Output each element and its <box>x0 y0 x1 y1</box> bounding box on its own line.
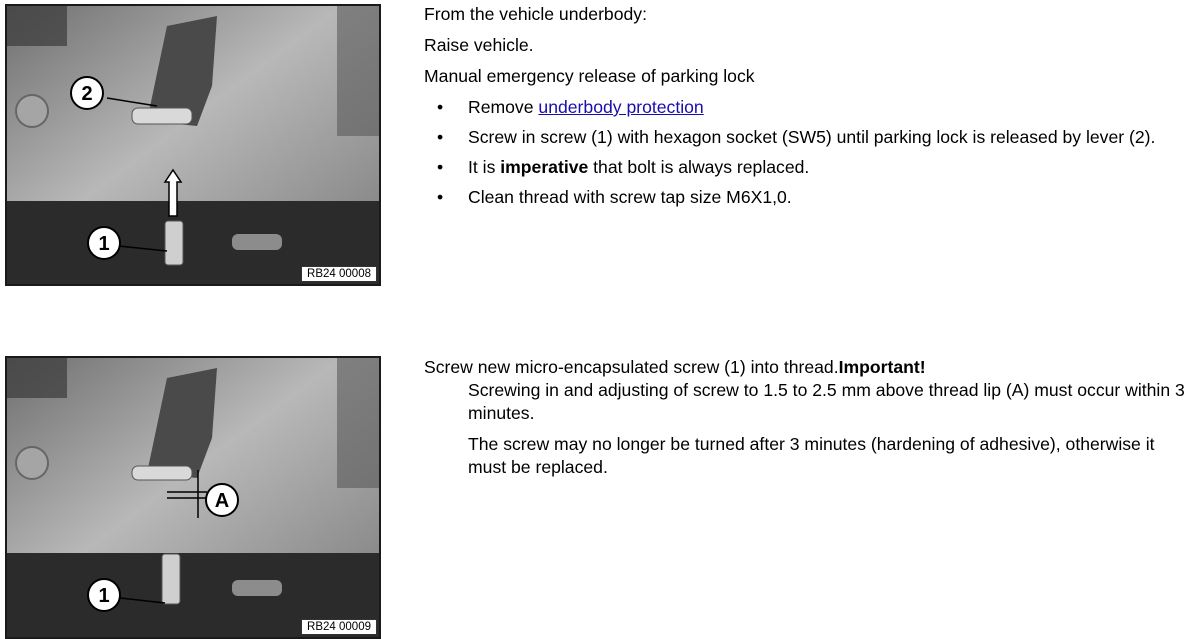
list-item <box>424 156 1194 179</box>
bullet-icon: • <box>437 157 444 177</box>
step1-instructions <box>424 3 1194 216</box>
callout-1-label: 1 <box>98 233 110 255</box>
intro-line-1: From the vehicle underbody: <box>424 4 647 24</box>
bullet-icon: • <box>437 187 444 207</box>
intro-line-3: Manual emergency release of parking lock <box>424 66 755 86</box>
bullet-text: It is <box>468 157 501 177</box>
step2-paragraph-2: The screw may no longer be turned after 3 minutes (hardening of adhesive), otherwise it must be replaced. <box>468 434 1155 477</box>
bullet-icon: • <box>437 127 444 147</box>
lead-text: Screw new micro-encapsulated screw (1) into thread. <box>424 357 839 377</box>
step2-paragraph-1: Screwing in and adjusting of screw to 1.5 to 2.5 mm above thread lip (A) must occur within 3 minutes. <box>468 380 1185 423</box>
bullet-text: Clean thread with screw tap size M6X1,0. <box>468 187 792 207</box>
callout-1-label: 1 <box>98 585 110 607</box>
figure-photo <box>7 358 379 637</box>
step2-lead <box>424 356 1196 379</box>
list-item <box>424 186 1194 209</box>
important-label: Important! <box>838 357 926 377</box>
callout-2-label: 2 <box>81 83 93 105</box>
list-item <box>424 96 1194 119</box>
figure-screw-adjustment <box>5 356 381 639</box>
intro-line-2: Raise vehicle. <box>424 35 534 55</box>
figure-photo <box>7 6 379 284</box>
bullet-emphasis: imperative <box>500 157 589 177</box>
step1-bullet-list <box>424 96 1194 209</box>
figure-parking-lock-release <box>5 4 381 286</box>
bullet-icon: • <box>437 97 444 117</box>
figure-code: RB24 00009 <box>301 619 377 635</box>
bullet-text: Remove <box>468 97 539 117</box>
step2-instructions <box>424 356 1196 487</box>
list-item <box>424 126 1194 149</box>
figure-code: RB24 00008 <box>301 266 377 282</box>
underbody-protection-link[interactable]: underbody protection <box>538 97 704 117</box>
callout-a-label: A <box>214 490 230 512</box>
bullet-text: that bolt is always replaced. <box>588 157 810 177</box>
bullet-text: Screw in screw (1) with hexagon socket (SW5) until parking lock is released by lever (2). <box>468 127 1156 147</box>
